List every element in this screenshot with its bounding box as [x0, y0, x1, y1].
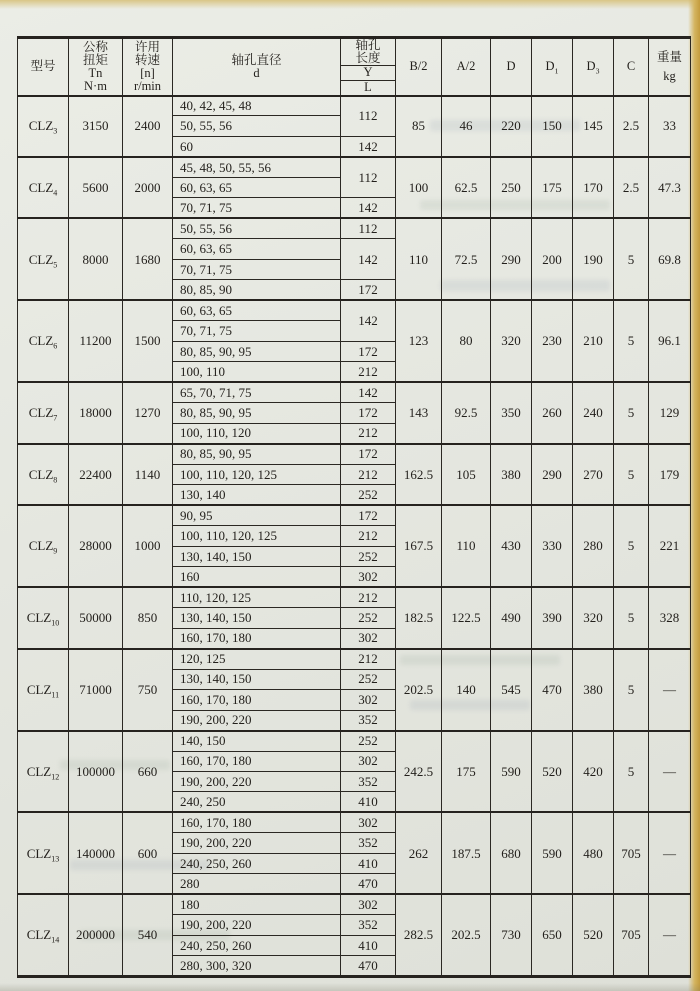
d-dim-cell: 350: [491, 382, 532, 443]
diameter-cell: 90, 95: [173, 505, 341, 525]
length-cell: 142: [341, 300, 396, 341]
length-cell: 302: [341, 690, 396, 710]
header-d: [491, 38, 532, 96]
model-cell: $CLZ_7$: [18, 382, 69, 443]
speed-cell: 850: [123, 587, 173, 648]
weight-cell: 96.1: [649, 300, 691, 382]
length-cell: 112: [341, 96, 396, 137]
length-cell: 410: [341, 792, 396, 812]
torque-cell: 18000: [69, 382, 123, 443]
header-a2: [442, 38, 491, 96]
diameter-cell: 140, 150: [173, 731, 341, 751]
length-cell: 212: [341, 464, 396, 484]
weight-cell: 129: [649, 382, 691, 443]
header-weight-line: 重量: [656, 49, 682, 64]
b2-cell: 162.5: [396, 444, 442, 505]
length-cell: 352: [341, 915, 396, 935]
b2-cell: 282.5: [396, 894, 442, 976]
table-row: [18, 731, 691, 751]
diameter-cell: 130, 140: [173, 485, 341, 505]
length-cell: 470: [341, 874, 396, 894]
length-cell: 172: [341, 505, 396, 525]
length-cell: 252: [341, 669, 396, 689]
table-row: [18, 587, 691, 607]
d1-dim-cell: 175: [532, 157, 573, 218]
d3-dim-cell: 170: [573, 157, 614, 218]
header-speed-line: r/min: [133, 78, 162, 93]
header-d1-subscript: 1: [554, 66, 559, 76]
d3-dim-cell: 210: [573, 300, 614, 382]
table-row: [18, 382, 691, 402]
header-length-l-label: L: [364, 80, 372, 95]
diameter-cell: 60: [173, 136, 341, 156]
torque-cell: 28000: [69, 505, 123, 587]
d1-dim-cell: 590: [532, 812, 573, 894]
table-row: [18, 300, 691, 320]
d-dim-cell: 730: [491, 894, 532, 976]
length-cell: 252: [341, 546, 396, 566]
header-torque-line: Tn: [88, 65, 103, 80]
speed-cell: 1270: [123, 382, 173, 443]
c-cell: 5: [614, 300, 649, 382]
header-length: [341, 38, 396, 66]
header-b2-label: B/2: [409, 59, 428, 74]
header-speed-line: 转速: [134, 52, 160, 67]
diameter-cell: 45, 48, 50, 55, 56: [173, 157, 341, 177]
diameter-cell: 190, 200, 220: [173, 710, 341, 730]
d3-dim-cell: 280: [573, 505, 614, 587]
d1-dim-cell: 230: [532, 300, 573, 382]
diameter-cell: 60, 63, 65: [173, 300, 341, 320]
speed-cell: 1500: [123, 300, 173, 382]
b2-cell: 143: [396, 382, 442, 443]
diameter-cell: 120, 125: [173, 649, 341, 669]
speed-cell: 600: [123, 812, 173, 894]
weight-cell: 328: [649, 587, 691, 648]
weight-cell: —: [649, 812, 691, 894]
d1-dim-cell: 470: [532, 649, 573, 731]
model-cell: $CLZ_{12}$: [18, 731, 69, 813]
length-cell: 302: [341, 894, 396, 914]
speed-cell: 1140: [123, 444, 173, 505]
table-row: [18, 157, 691, 177]
header-speed: [123, 38, 173, 96]
diameter-cell: 160, 170, 180: [173, 812, 341, 832]
d3-dim-cell: 270: [573, 444, 614, 505]
torque-cell: 11200: [69, 300, 123, 382]
diameter-cell: 100, 110: [173, 362, 341, 382]
length-cell: 302: [341, 567, 396, 587]
b2-cell: 123: [396, 300, 442, 382]
d-dim-cell: 320: [491, 300, 532, 382]
header-model-label: 型号: [30, 59, 56, 74]
model-cell: $CLZ_9$: [18, 505, 69, 587]
header-torque-line: 扭矩: [82, 52, 108, 67]
a2-cell: 80: [442, 300, 491, 382]
weight-cell: —: [649, 649, 691, 731]
header-a2-label: A/2: [456, 59, 476, 74]
d1-dim-cell: 520: [532, 731, 573, 813]
d3-dim-cell: 520: [573, 894, 614, 976]
d3-dim-cell: 320: [573, 587, 614, 648]
d3-dim-cell: 240: [573, 382, 614, 443]
length-cell: 142: [341, 239, 396, 280]
length-cell: 212: [341, 423, 396, 443]
length-cell: 212: [341, 649, 396, 669]
torque-cell: 100000: [69, 731, 123, 813]
torque-cell: 200000: [69, 894, 123, 976]
d1-dim-cell: 390: [532, 587, 573, 648]
length-cell: 302: [341, 812, 396, 832]
torque-cell: 8000: [69, 218, 123, 300]
speed-cell: 1000: [123, 505, 173, 587]
b2-cell: 202.5: [396, 649, 442, 731]
length-cell: 142: [341, 382, 396, 402]
header-d3-subscript: 3: [595, 66, 600, 76]
header-diameter-line: 轴孔直径: [231, 52, 282, 67]
b2-cell: 85: [396, 96, 442, 157]
length-cell: 470: [341, 956, 396, 977]
length-cell: 252: [341, 731, 396, 751]
torque-cell: 71000: [69, 649, 123, 731]
diameter-cell: 80, 85, 90: [173, 280, 341, 300]
page-top-edge: [0, 0, 700, 9]
header-length-line: 轴孔: [355, 38, 381, 52]
weight-cell: 221: [649, 505, 691, 587]
model-cell: $CLZ_8$: [18, 444, 69, 505]
speed-cell: 2400: [123, 96, 173, 157]
c-cell: 2.5: [614, 157, 649, 218]
diameter-cell: 65, 70, 71, 75: [173, 382, 341, 402]
header-torque-line: 公称: [82, 39, 108, 54]
c-cell: 2.5: [614, 96, 649, 157]
speed-cell: 1680: [123, 218, 173, 300]
diameter-cell: 100, 110, 120, 125: [173, 526, 341, 546]
diameter-cell: 60, 63, 65: [173, 239, 341, 259]
diameter-cell: 190, 200, 220: [173, 771, 341, 791]
d-dim-cell: 490: [491, 587, 532, 648]
diameter-cell: 40, 42, 45, 48: [173, 96, 341, 116]
diameter-cell: 70, 71, 75: [173, 259, 341, 279]
c-cell: 5: [614, 731, 649, 813]
d-dim-cell: 220: [491, 96, 532, 157]
diameter-cell: 240, 250, 260: [173, 853, 341, 873]
header-speed-line: 许用: [134, 39, 160, 54]
length-cell: 212: [341, 526, 396, 546]
header-c: [614, 38, 649, 96]
table-header: [18, 38, 691, 96]
length-cell: 410: [341, 935, 396, 955]
c-cell: 5: [614, 382, 649, 443]
weight-cell: 69.8: [649, 218, 691, 300]
d1-dim-cell: 650: [532, 894, 573, 976]
spec-table-body: [18, 96, 691, 977]
header-length-l: [341, 81, 396, 96]
model-cell: $CLZ_4$: [18, 157, 69, 218]
weight-cell: —: [649, 731, 691, 813]
diameter-cell: 80, 85, 90, 95: [173, 341, 341, 361]
b2-cell: 242.5: [396, 731, 442, 813]
d-dim-cell: 430: [491, 505, 532, 587]
b2-cell: 167.5: [396, 505, 442, 587]
weight-cell: 47.3: [649, 157, 691, 218]
c-cell: 705: [614, 812, 649, 894]
d3-dim-cell: 190: [573, 218, 614, 300]
header-d-label: D: [506, 59, 516, 74]
c-cell: 5: [614, 505, 649, 587]
a2-cell: 92.5: [442, 382, 491, 443]
a2-cell: 105: [442, 444, 491, 505]
speed-cell: 2000: [123, 157, 173, 218]
d3-dim-cell: 380: [573, 649, 614, 731]
header-length-line: 长度: [355, 51, 381, 65]
torque-cell: 5600: [69, 157, 123, 218]
d-dim-cell: 380: [491, 444, 532, 505]
table-row: [18, 505, 691, 525]
torque-cell: 3150: [69, 96, 123, 157]
d1-dim-cell: 330: [532, 505, 573, 587]
d-dim-cell: 290: [491, 218, 532, 300]
model-cell: $CLZ_{13}$: [18, 812, 69, 894]
diameter-cell: 160, 170, 180: [173, 690, 341, 710]
a2-cell: 110: [442, 505, 491, 587]
header-diameter-line: d: [253, 65, 260, 80]
speed-cell: 540: [123, 894, 173, 976]
length-cell: 142: [341, 136, 396, 156]
length-cell: 172: [341, 341, 396, 361]
diameter-cell: 60, 63, 65: [173, 177, 341, 197]
header-torque: [69, 38, 123, 96]
weight-cell: —: [649, 894, 691, 976]
a2-cell: 72.5: [442, 218, 491, 300]
table-row: [18, 894, 691, 914]
header-d3-label: D: [586, 59, 596, 74]
page-bottom-edge: [0, 983, 700, 991]
length-cell: 212: [341, 587, 396, 607]
diameter-cell: 70, 71, 75: [173, 198, 341, 218]
d3-dim-cell: 420: [573, 731, 614, 813]
header-weight: [649, 38, 691, 96]
diameter-cell: 280, 300, 320: [173, 956, 341, 977]
c-cell: 705: [614, 894, 649, 976]
d3-dim-cell: 145: [573, 96, 614, 157]
header-speed-line: [n]: [140, 65, 155, 80]
a2-cell: 187.5: [442, 812, 491, 894]
d3-dim-cell: 480: [573, 812, 614, 894]
header-d1-label: D: [545, 59, 555, 74]
d1-dim-cell: 200: [532, 218, 573, 300]
model-cell: $CLZ_5$: [18, 218, 69, 300]
weight-cell: 33: [649, 96, 691, 157]
header-d1: [532, 38, 573, 96]
b2-cell: 110: [396, 218, 442, 300]
torque-cell: 140000: [69, 812, 123, 894]
b2-cell: 262: [396, 812, 442, 894]
c-cell: 5: [614, 218, 649, 300]
diameter-cell: 130, 140, 150: [173, 669, 341, 689]
b2-cell: 182.5: [396, 587, 442, 648]
diameter-cell: 240, 250: [173, 792, 341, 812]
length-cell: 352: [341, 771, 396, 791]
diameter-cell: 70, 71, 75: [173, 321, 341, 341]
length-cell: 172: [341, 403, 396, 423]
b2-cell: 100: [396, 157, 442, 218]
model-cell: $CLZ_3$: [18, 96, 69, 157]
diameter-cell: 50, 55, 56: [173, 218, 341, 238]
header-d3: [573, 38, 614, 96]
c-cell: 5: [614, 444, 649, 505]
model-cell: $CLZ_{11}$: [18, 649, 69, 731]
length-cell: 112: [341, 218, 396, 238]
table-row: [18, 444, 691, 464]
d-dim-cell: 590: [491, 731, 532, 813]
d-dim-cell: 250: [491, 157, 532, 218]
model-cell: $CLZ_{14}$: [18, 894, 69, 976]
length-cell: 172: [341, 444, 396, 464]
table-row: [18, 812, 691, 832]
diameter-cell: 80, 85, 90, 95: [173, 444, 341, 464]
model-cell: $CLZ_6$: [18, 300, 69, 382]
d-dim-cell: 545: [491, 649, 532, 731]
header-torque-line: N·m: [84, 78, 107, 93]
length-cell: 302: [341, 751, 396, 771]
a2-cell: 140: [442, 649, 491, 731]
header-length-y: [341, 66, 396, 81]
diameter-cell: 180: [173, 894, 341, 914]
d1-dim-cell: 260: [532, 382, 573, 443]
table-row: [18, 218, 691, 238]
weight-cell: 179: [649, 444, 691, 505]
diameter-cell: 190, 200, 220: [173, 833, 341, 853]
length-cell: 352: [341, 710, 396, 730]
a2-cell: 202.5: [442, 894, 491, 976]
length-cell: 142: [341, 198, 396, 218]
header-model: [18, 38, 69, 96]
diameter-cell: 280: [173, 874, 341, 894]
diameter-cell: 80, 85, 90, 95: [173, 403, 341, 423]
spec-table: [17, 36, 691, 978]
table-row: [18, 96, 691, 116]
diameter-cell: 110, 120, 125: [173, 587, 341, 607]
diameter-cell: 50, 55, 56: [173, 116, 341, 136]
speed-cell: 660: [123, 731, 173, 813]
torque-cell: 50000: [69, 587, 123, 648]
model-cell: $CLZ_{10}$: [18, 587, 69, 648]
d-dim-cell: 680: [491, 812, 532, 894]
table-row: [18, 649, 691, 669]
a2-cell: 122.5: [442, 587, 491, 648]
length-cell: 212: [341, 362, 396, 382]
header-diameter: [173, 38, 341, 96]
length-cell: 172: [341, 280, 396, 300]
d1-dim-cell: 290: [532, 444, 573, 505]
a2-cell: 46: [442, 96, 491, 157]
c-cell: 5: [614, 649, 649, 731]
a2-cell: 62.5: [442, 157, 491, 218]
length-cell: 410: [341, 853, 396, 873]
diameter-cell: 130, 140, 150: [173, 546, 341, 566]
diameter-cell: 100, 110, 120, 125: [173, 464, 341, 484]
diameter-cell: 100, 110, 120: [173, 423, 341, 443]
d1-dim-cell: 150: [532, 96, 573, 157]
header-weight-line: kg: [663, 68, 676, 83]
c-cell: 5: [614, 587, 649, 648]
diameter-cell: 160: [173, 567, 341, 587]
length-cell: 352: [341, 833, 396, 853]
length-cell: 302: [341, 628, 396, 648]
length-cell: 252: [341, 485, 396, 505]
diameter-cell: 160, 170, 180: [173, 628, 341, 648]
torque-cell: 22400: [69, 444, 123, 505]
length-cell: 252: [341, 608, 396, 628]
a2-cell: 175: [442, 731, 491, 813]
speed-cell: 750: [123, 649, 173, 731]
diameter-cell: 240, 250, 260: [173, 935, 341, 955]
diameter-cell: 160, 170, 180: [173, 751, 341, 771]
header-length-y-label: Y: [363, 65, 373, 80]
diameter-cell: 190, 200, 220: [173, 915, 341, 935]
diameter-cell: 130, 140, 150: [173, 608, 341, 628]
header-b2: [396, 38, 442, 96]
length-cell: 112: [341, 157, 396, 198]
header-c-label: C: [626, 59, 636, 74]
